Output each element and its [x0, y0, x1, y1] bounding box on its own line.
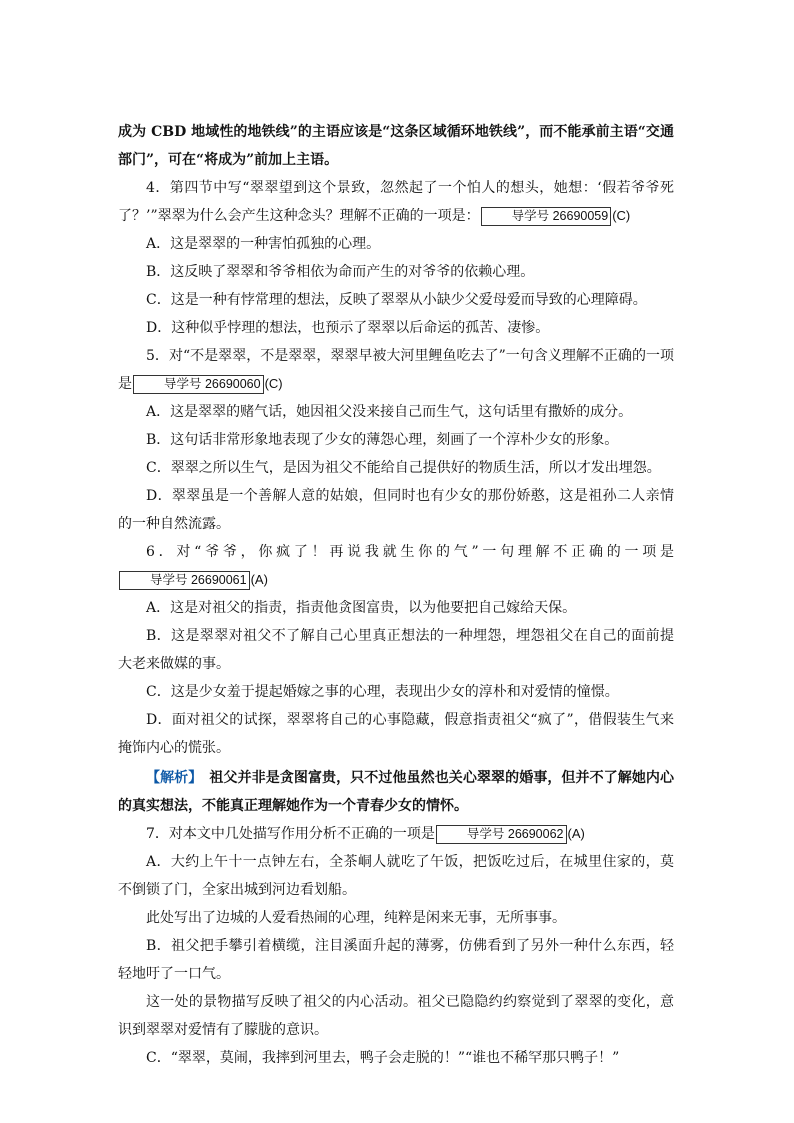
question-6-option-b: B．这是翠翠对祖父不了解自己心里真正想法的一种埋怨，埋怨祖父在自己的面前提大老来做媒的事。: [118, 628, 674, 672]
question-7-code: 导学号 26690062: [436, 825, 567, 844]
question-4-text: 4．第四节中写“翠翠望到这个景致，忽然起了一个怕人的想头，她想：‘假若爷爷死了？’”翠翠为什么会产生这种念头？理解不正确的一项是：: [118, 180, 674, 224]
question-7-option-b: B．祖父把手攀引着横缆，注目溪面升起的薄雾，仿佛看到了另外一种什么东西，轻轻地吁了一口气。: [118, 938, 674, 982]
question-5-option-d: D．翠翠虽是一个善解人意的姑娘，但同时也有少女的那份娇憨，这是祖孙二人亲情的一种自然流露。: [118, 488, 674, 532]
analysis-label: 【解析】: [146, 770, 196, 786]
question-5-answer: (C): [264, 376, 283, 391]
question-5-code: 导学号 26690060: [133, 375, 264, 394]
question-4-stem: [118, 174, 674, 230]
question-7-stem: [118, 820, 674, 848]
question-7-answer: (A): [567, 826, 585, 841]
question-4-option-b: B．这反映了翠翠和爷爷相依为命而产生的对爷爷的依赖心理。: [146, 264, 535, 280]
question-7-option-a: A．大约上午十一点钟左右，全茶峒人就吃了午饭，把饭吃过后，在城里住家的，莫不倒锁了门，全家出城到河边看划船。: [118, 854, 674, 898]
question-6-stem: [118, 538, 674, 594]
question-4-option-a: A．这是翠翠的一种害怕孤独的心理。: [146, 236, 381, 252]
question-5-option-c: C．翠翠之所以生气，是因为祖父不能给自己提供好的物质生活，所以才发出埋怨。: [146, 460, 661, 476]
question-6-option-d: D．面对祖父的试探，翠翠将自己的心事隐藏，假意指责祖父“疯了”，借假装生气来掩饰内心的慌张。: [118, 712, 674, 756]
question-7-option-b-note: 这一处的景物描写反映了祖父的内心活动。祖父已隐隐约约察觉到了翠翠的变化，意识到翠翠对爱情有了朦胧的意识。: [118, 994, 674, 1038]
question-7-option-a-note: 此处写出了边城的人爱看热闹的心理，纯粹是闲来无事，无所事事。: [146, 910, 566, 926]
question-6-option-c: C．这是少女羞于提起婚嫁之事的心理，表现出少女的淳朴和对爱情的憧憬。: [146, 684, 619, 700]
question-4-option-c: C．这是一种有悖常理的想法，反映了翠翠从小缺少父爱母爱而导致的心理障碍。: [146, 292, 647, 308]
question-7-text: 7．对本文中几处描写作用分析不正确的一项是: [146, 826, 435, 842]
question-7-option-c: C．“翠翠，莫闹，我摔到河里去，鸭子会走脱的！”“谁也不稀罕那只鸭子！”: [146, 1050, 620, 1066]
intro-text: 成为 CBD 地域性的地铁线”的主语应该是“这条区域循环地铁线”，而不能承前主语“交通部门”，可在“将成为”前加上主语。: [118, 124, 674, 168]
question-6-code: 导学号 26690061: [119, 571, 250, 590]
question-5-text: 5．对“不是翠翠，不是翠翠，翠翠早被大河里鲤鱼吃去了”一句含义理解不正确的一项是: [118, 348, 674, 392]
question-6-analysis: [118, 764, 674, 820]
question-4-code: 导学号 26690059: [481, 207, 612, 226]
question-5-option-a: A．这是翠翠的赌气话，她因祖父没来接自己而生气，这句话里有撒娇的成分。: [146, 404, 633, 420]
intro-paragraph: [118, 118, 674, 174]
question-6-text: 6．对“爷爷，你疯了！再说我就生你的气”一句理解不正确的一项是: [146, 544, 674, 560]
question-4-option-d: D．这种似乎悖理的想法，也预示了翠翠以后命运的孤苦、凄惨。: [146, 320, 550, 336]
analysis-text: 祖父并非是贪图富贵，只不过他虽然也关心翠翠的婚事，但并不了解她内心的真实想法，不能真正理解她作为一个青春少女的情怀。: [118, 770, 675, 814]
question-4-answer: (C): [612, 208, 631, 223]
question-5-stem: [118, 342, 674, 398]
document-page: [118, 118, 674, 1072]
question-5-option-b: B．这句话非常形象地表现了少女的薄怨心理，刻画了一个淳朴少女的形象。: [146, 432, 619, 448]
question-6-option-a: A．这是对祖父的指责，指责他贪图富贵，以为他要把自己嫁给天保。: [146, 600, 577, 616]
question-6-answer: (A): [250, 572, 268, 587]
